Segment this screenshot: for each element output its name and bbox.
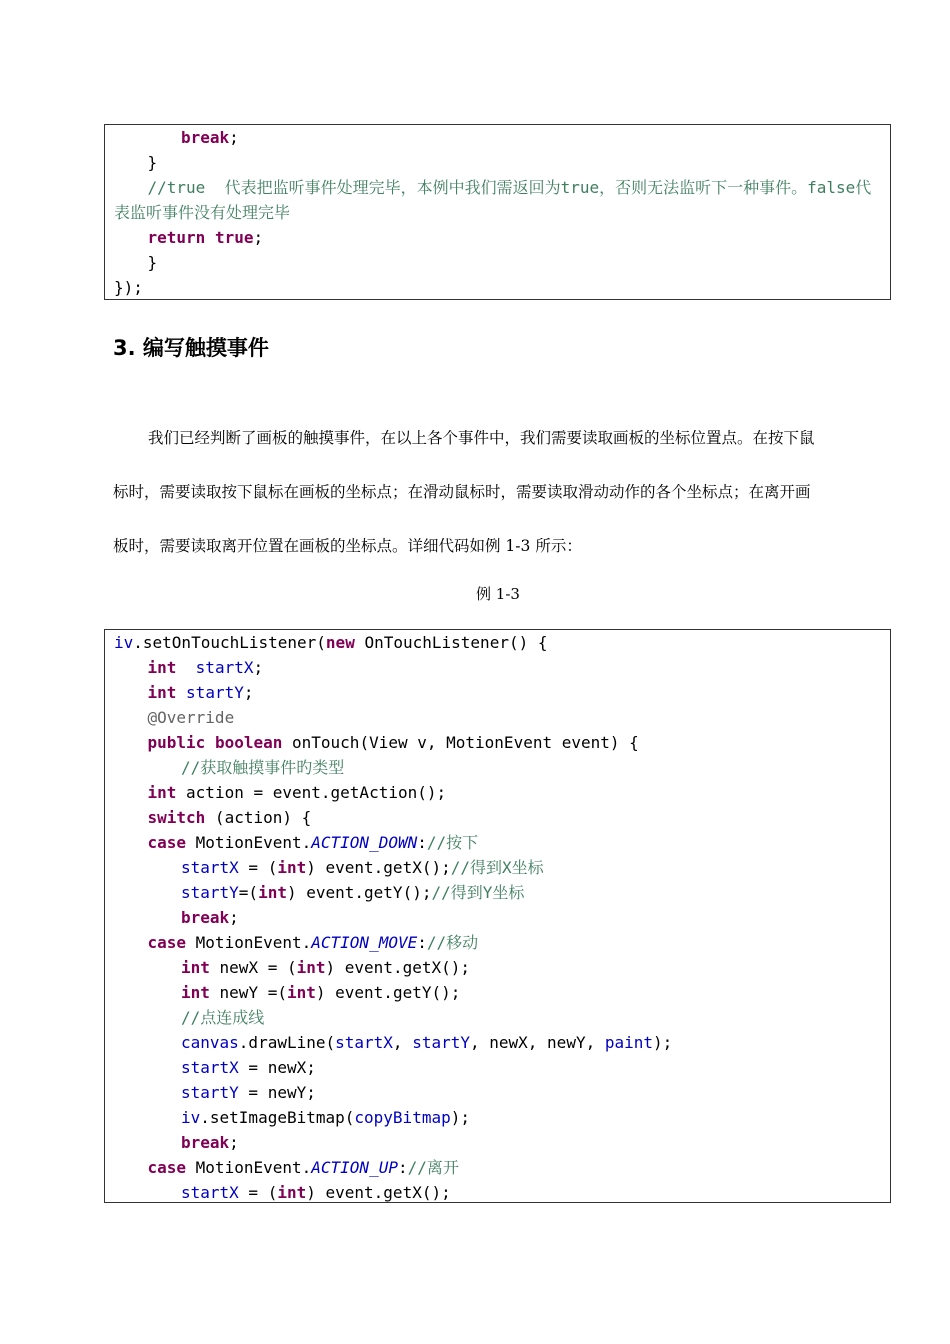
code-token: ; [253, 658, 264, 677]
code-token: startX [181, 1183, 239, 1202]
code-line [114, 1155, 881, 1180]
code-token: case [147, 1158, 187, 1177]
code-token: int [277, 1183, 307, 1202]
code-token: 表监听事件没有处理完毕 [114, 203, 291, 222]
code-token: =( [238, 883, 259, 902]
code-token: ) event.getX(); [325, 958, 471, 977]
code-token: = ( [238, 858, 278, 877]
code-token: //得到Y坐标 [431, 883, 525, 902]
code-token: ACTION_UP [311, 1158, 398, 1177]
code-token: int [147, 658, 177, 677]
code-line [114, 1180, 881, 1205]
code-token: ; [229, 908, 239, 927]
code-token: ; [253, 228, 264, 247]
code-line [114, 980, 881, 1005]
section-heading: 3. 编写触摸事件 [113, 336, 269, 360]
code-line [114, 225, 881, 250]
code-token: ) event.getX(); [306, 858, 451, 877]
code-token: return [147, 228, 206, 247]
code-line [114, 275, 881, 300]
code-token: startY [181, 1083, 239, 1102]
code-token: case [147, 933, 187, 952]
code-line [114, 955, 881, 980]
code-token: }); [114, 278, 143, 297]
code-token [205, 733, 215, 752]
code-token: , newX, newY, [469, 1033, 605, 1052]
paragraph-line-1: 我们已经判断了画板的触摸事件，在以上各个事件中，我们需要读取画板的坐标位置点。在按下鼠 [148, 429, 815, 447]
code-line [114, 705, 881, 730]
code-token: int [258, 883, 287, 902]
code-token: newX = ( [209, 958, 297, 977]
code-token: int [147, 683, 177, 702]
code-line [114, 805, 881, 830]
code-token: //离开 [407, 1158, 459, 1177]
code-token: startY [181, 883, 239, 902]
code-token: action = event.getAction(); [176, 783, 447, 802]
code-token: startX [181, 858, 239, 877]
paragraph-line-3: 板时，需要读取离开位置在画板的坐标点。详细代码如例 1-3 所示： [113, 537, 582, 555]
code-token: : [417, 833, 427, 852]
code-token: //移动 [426, 933, 479, 952]
code-token: .drawLine( [238, 1033, 336, 1052]
code-block-1 [104, 124, 891, 300]
code-token: OnTouchListener() { [354, 633, 548, 652]
code-token: ); [653, 1033, 673, 1052]
code-token: //获取触摸事件旳类型 [181, 758, 345, 777]
code-line [114, 630, 881, 655]
code-token: public [147, 733, 206, 752]
example-caption: 例 1-3 [476, 585, 520, 603]
code-token: , [392, 1033, 413, 1052]
code-token: = ( [238, 1183, 278, 1202]
code-line [114, 1080, 881, 1105]
code-token: //true 代表把监听事件处理完毕，本例中我们需返回为true，否则无法监听下一种事件。false代 [147, 178, 872, 197]
code-token: MotionEvent. [186, 1158, 312, 1177]
code-token: : [417, 933, 427, 952]
code-token: = newY; [238, 1083, 316, 1102]
code-line [114, 755, 881, 780]
code-token: canvas [181, 1033, 239, 1052]
code-token: startX [181, 1058, 239, 1077]
code-token: ) event.getX(); [306, 1183, 451, 1202]
code-token: iv [181, 1108, 201, 1127]
code-token: int [181, 958, 210, 977]
code-token: MotionEvent. [186, 933, 312, 952]
code-token: startX [335, 1033, 393, 1052]
code-line [114, 730, 881, 755]
code-token: ); [450, 1108, 470, 1127]
code-token: break [181, 1133, 230, 1152]
paragraph-line-2: 标时，需要读取按下鼠标在画板的坐标点；在滑动鼠标时，需要读取滑动动作的各个坐标点；在离开画 [113, 483, 811, 501]
code-line [114, 125, 881, 150]
code-token: startY [186, 683, 244, 702]
code-token: true [214, 228, 254, 247]
code-line [114, 175, 881, 200]
code-line [114, 1130, 881, 1155]
code-token: boolean [214, 733, 283, 752]
code-token: .setImageBitmap( [200, 1108, 355, 1127]
code-token: int [181, 983, 210, 1002]
code-line [114, 200, 881, 225]
code-line [114, 1005, 881, 1030]
code-token: ACTION_DOWN [311, 833, 418, 852]
code-line [114, 930, 881, 955]
code-token: new [325, 633, 355, 652]
code-token: onTouch(View v, MotionEvent event) { [282, 733, 639, 752]
code-token: .setOnTouchListener( [133, 633, 326, 652]
code-token: //得到X坐标 [450, 858, 544, 877]
code-line [114, 1105, 881, 1130]
code-token [205, 228, 215, 247]
code-token: = newX; [238, 1058, 316, 1077]
code-token: ; [229, 1133, 239, 1152]
code-token: startX [195, 658, 254, 677]
code-block-2 [104, 629, 891, 1203]
code-line [114, 830, 881, 855]
code-token: (action) { [205, 808, 312, 827]
code-token: int [147, 783, 177, 802]
code-token: iv [114, 633, 134, 652]
code-token: @Override [147, 708, 235, 727]
code-line [114, 680, 881, 705]
code-line [114, 880, 881, 905]
code-token: : [397, 1158, 408, 1177]
code-token: MotionEvent. [186, 833, 312, 852]
code-token: ) event.getY(); [286, 883, 432, 902]
code-token: //按下 [426, 833, 479, 852]
code-token: ) event.getY(); [315, 983, 461, 1002]
code-token: copyBitmap [354, 1108, 451, 1127]
code-token [176, 683, 186, 702]
code-token: } [147, 153, 158, 172]
code-token: int [277, 858, 307, 877]
code-token: case [147, 833, 187, 852]
code-token: } [147, 253, 158, 272]
code-token: break [181, 128, 230, 147]
code-token: //点连成线 [181, 1008, 265, 1027]
code-token: switch [147, 808, 206, 827]
code-token [176, 658, 195, 677]
code-line [114, 250, 881, 275]
code-token: paint [604, 1033, 654, 1052]
code-token: newY =( [209, 983, 287, 1002]
code-line [114, 150, 881, 175]
code-token: ; [243, 683, 254, 702]
code-line [114, 655, 881, 680]
code-token: startY [412, 1033, 470, 1052]
code-token: int [296, 958, 326, 977]
code-line [114, 905, 881, 930]
code-line [114, 1055, 881, 1080]
code-line [114, 1030, 881, 1055]
code-token: int [286, 983, 316, 1002]
code-token: break [181, 908, 230, 927]
code-line [114, 780, 881, 805]
code-token: ACTION_MOVE [311, 933, 418, 952]
code-token: ; [229, 128, 239, 147]
code-line [114, 855, 881, 880]
